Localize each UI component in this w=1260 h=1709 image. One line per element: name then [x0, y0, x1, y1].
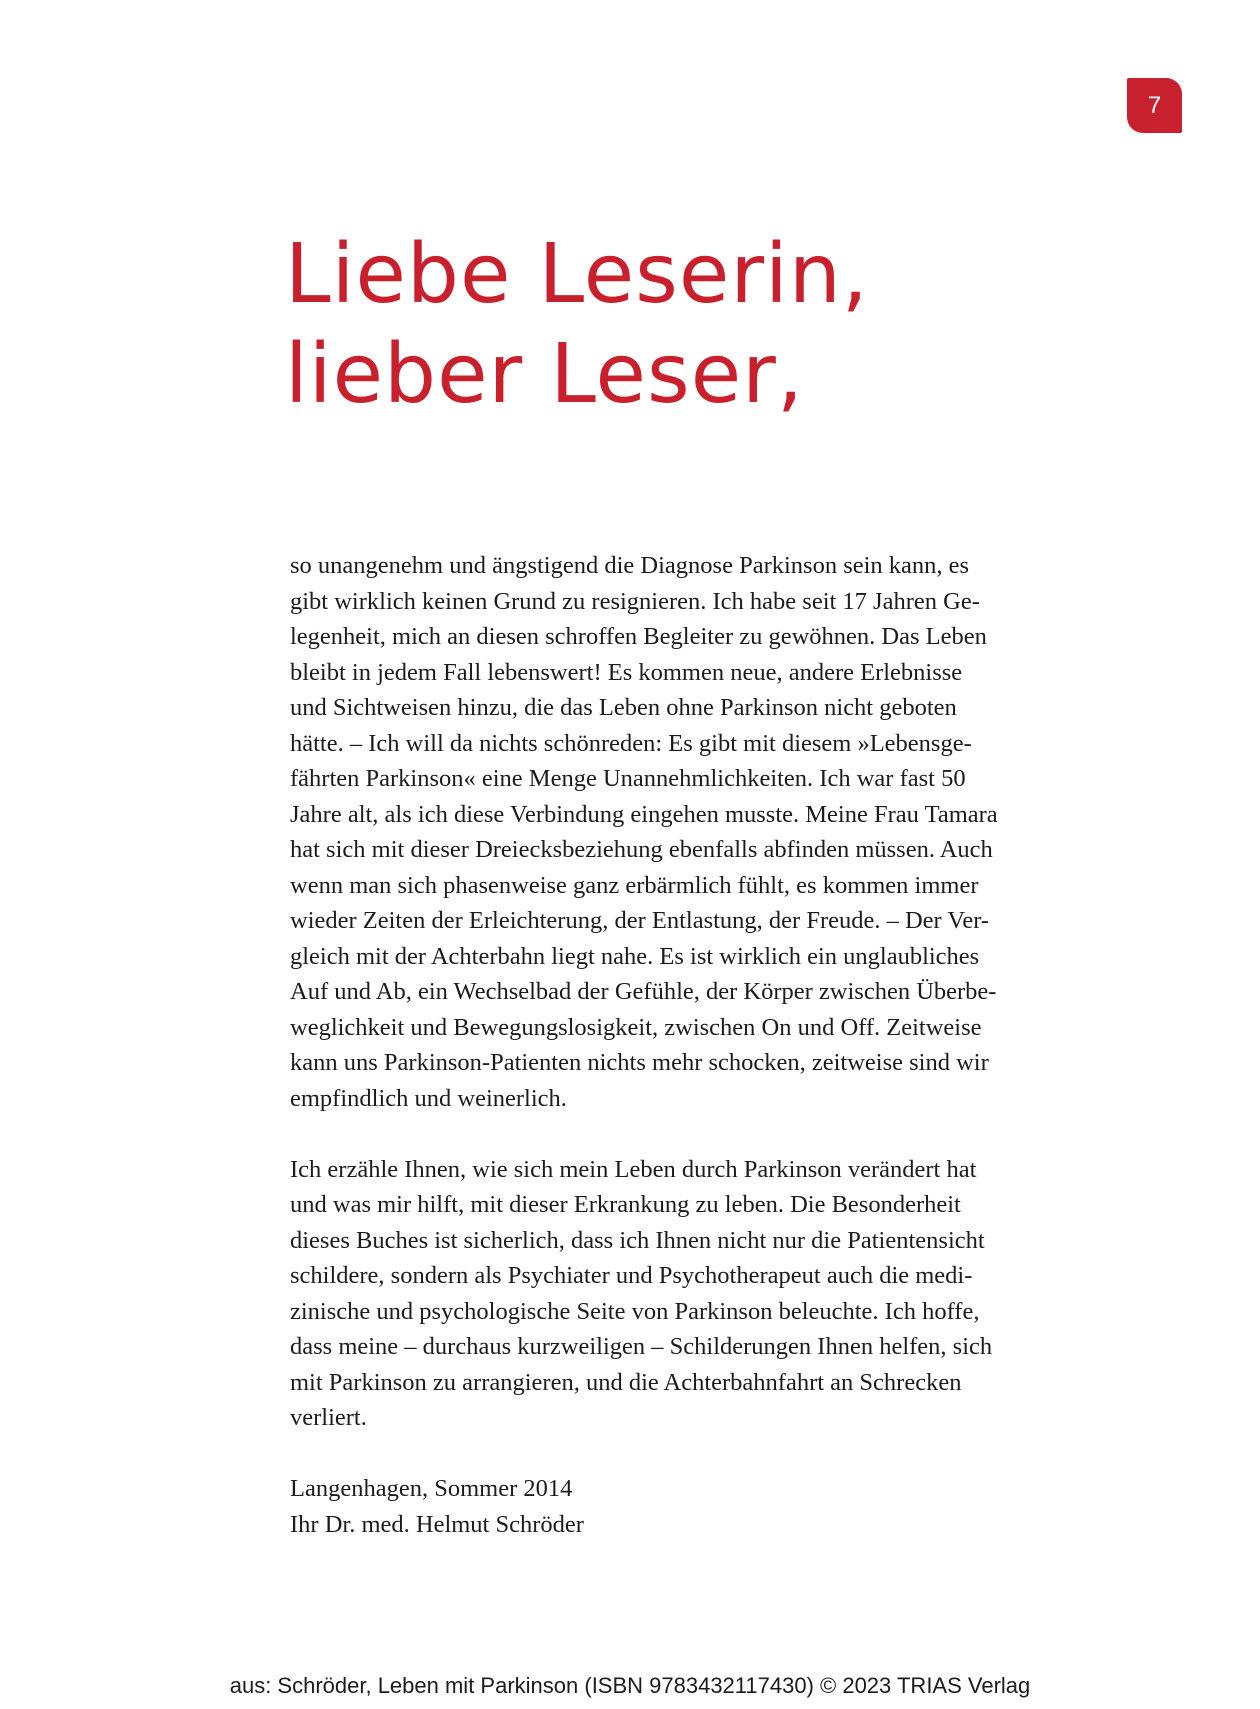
text-line: Ich erzähle Ihnen, wie sich mein Leben durch Parkinson verändert hat: [290, 1155, 977, 1183]
text-line: mit Parkinson zu arrangieren, und die Achterbahnfahrt an Schrecken: [290, 1368, 962, 1396]
text-line: und was mir hilft, mit dieser Erkrankung zu leben. Die Besonderheit: [290, 1191, 961, 1218]
paragraph-spacer: [290, 1436, 1110, 1472]
text-line: hätte. – Ich will da nichts schönreden: Es gibt mit diesem »Lebensge-: [290, 729, 972, 757]
salutation-line-2: lieber Leser,: [285, 327, 804, 422]
page-number-badge: 7: [1127, 78, 1182, 133]
salutation-heading: [285, 225, 869, 425]
text-line: dieses Buches ist sicherlich, dass ich Ihnen nicht nur die Patientensicht: [290, 1226, 985, 1254]
text-line: zinische und psychologische Seite von Parkinson beleuchte. Ich hoffe,: [290, 1297, 980, 1325]
text-line: bleibt in jedem Fall lebenswert! Es kommen neue, andere Erlebnisse: [290, 658, 963, 686]
letter-body: [290, 548, 1110, 1542]
text-line: gibt wirklich keinen Grund zu resignieren. Ich habe seit 17 Jahren Ge-: [290, 587, 980, 615]
paragraph-2: [290, 1152, 1110, 1436]
text-line: schildere, sondern als Psychiater und Psychotherapeut auch die medi-: [290, 1262, 973, 1289]
signature-block: [290, 1471, 1110, 1542]
text-line: wieder Zeiten der Erleichterung, der Entlastung, der Freude. – Der Ver-: [290, 907, 990, 934]
text-line: verliert.: [290, 1404, 367, 1431]
text-line: empfindlich und weinerlich.: [290, 1084, 567, 1112]
text-line: hat sich mit dieser Dreiecksbeziehung ebenfalls abfinden müssen. Auch: [290, 836, 993, 863]
salutation-line-1: Liebe Leserin,: [285, 227, 869, 322]
paragraph-spacer: [290, 1116, 1110, 1152]
source-footer: aus: Schröder, Leben mit Parkinson (ISBN 9783432117430) © 2023 TRIAS Verlag: [229, 1673, 1031, 1698]
text-line: fährten Parkinson« eine Menge Unannehmlichkeiten. Ich war fast 50: [290, 765, 966, 792]
text-line: gleich mit der Achterbahn liegt nahe. Es ist wirklich ein unglaubliches: [290, 942, 980, 970]
text-line: und Sichtweisen hinzu, die das Leben ohne Parkinson nicht geboten: [290, 694, 957, 721]
text-line: so unangenehm und ängstigend die Diagnose Parkinson sein kann, es: [290, 552, 970, 579]
text-line: kann uns Parkinson-Patienten nichts mehr schocken, zeitweise sind wir: [290, 1049, 989, 1076]
paragraph-1: [290, 548, 1110, 1116]
text-line: dass meine – durchaus kurzweiligen – Schilderungen Ihnen helfen, sich: [290, 1333, 993, 1360]
signature-place-date: Langenhagen, Sommer 2014: [290, 1475, 573, 1502]
text-line: weglichkeit und Bewegungslosigkeit, zwischen On und Off. Zeitweise: [290, 1013, 982, 1041]
text-line: wenn man sich phasenweise ganz erbärmlich fühlt, es kommen immer: [290, 871, 979, 899]
text-line: Auf und Ab, ein Wechselbad der Gefühle, der Körper zwischen Überbe-: [290, 978, 997, 1005]
signature-author: Ihr Dr. med. Helmut Schröder: [290, 1510, 584, 1538]
text-line: legenheit, mich an diesen schroffen Begleiter zu gewöhnen. Das Leben: [290, 623, 987, 650]
text-line: Jahre alt, als ich diese Verbindung eingehen musste. Meine Frau Tamara: [290, 800, 998, 828]
